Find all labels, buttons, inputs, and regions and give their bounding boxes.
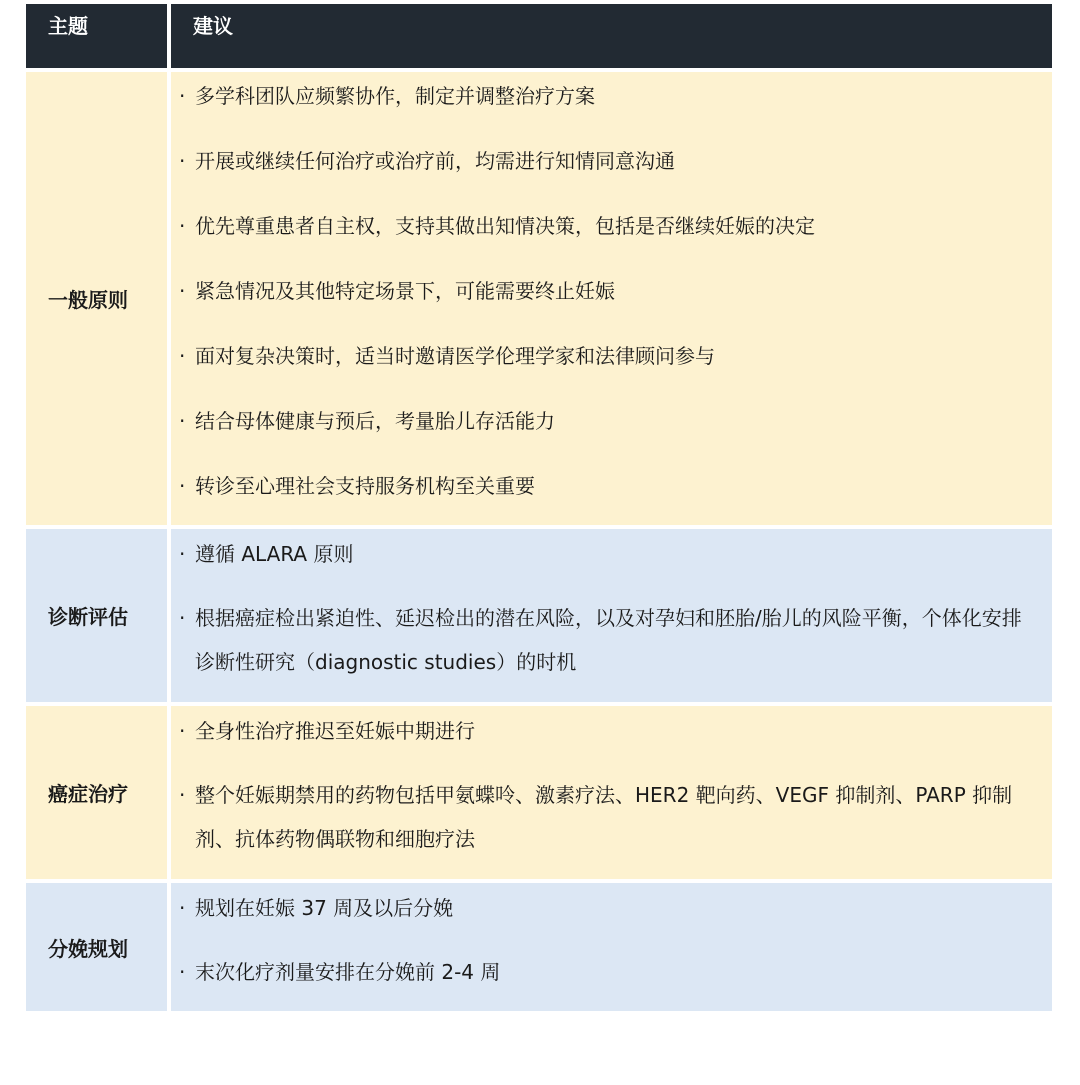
list-item bbox=[179, 596, 1038, 684]
item-text: 开展或继续任何治疗或治疗前，均需进行知情同意沟通 bbox=[195, 149, 675, 173]
item-text: 全身性治疗推迟至妊娠中期进行 bbox=[195, 719, 475, 743]
bullet: · bbox=[179, 542, 186, 566]
recommendation-cell bbox=[171, 706, 1052, 879]
item-text: 末次化疗剂量安排在分娩前 2-4 周 bbox=[195, 960, 501, 984]
header-topic bbox=[26, 4, 167, 68]
topic-label: 分娩规划 bbox=[48, 936, 128, 961]
list-item bbox=[179, 74, 1038, 139]
bullet: · bbox=[179, 214, 186, 238]
guidelines-table bbox=[26, 4, 1052, 1011]
recommendation-cell bbox=[171, 883, 1052, 1011]
bullet: · bbox=[179, 606, 186, 630]
list-item bbox=[179, 334, 1038, 399]
group-cancer-treatment bbox=[26, 706, 1052, 879]
item-text: 规划在妊娠 37 周及以后分娩 bbox=[195, 896, 454, 920]
list-item bbox=[179, 950, 1038, 994]
recommendation-cell bbox=[171, 529, 1052, 702]
header-topic-label: 主题 bbox=[48, 13, 88, 38]
list-item bbox=[179, 139, 1038, 204]
bullet: · bbox=[179, 719, 186, 743]
list-item bbox=[179, 464, 1038, 529]
bullet: · bbox=[179, 960, 186, 984]
item-text: 优先尊重患者自主权，支持其做出知情决策，包括是否继续妊娠的决定 bbox=[195, 214, 815, 238]
group-general-principles bbox=[26, 72, 1052, 525]
group-diagnostic-assessment bbox=[26, 529, 1052, 702]
list-item bbox=[179, 399, 1038, 464]
list-item bbox=[179, 886, 1038, 930]
topic-label: 癌症治疗 bbox=[48, 782, 128, 806]
item-text: 整个妊娠期禁用的药物包括甲氨蝶呤、激素疗法、HER2 靶向药、VEGF 抑制剂、PARP 抑制剂、抗体药物偶联物和细胞疗法 bbox=[195, 783, 1013, 851]
bullet: · bbox=[179, 344, 186, 368]
bullet: · bbox=[179, 409, 186, 433]
item-text: 面对复杂决策时，适当时邀请医学伦理学家和法律顾问参与 bbox=[195, 344, 715, 368]
recommendation-cell bbox=[171, 72, 1052, 525]
item-text: 转诊至心理社会支持服务机构至关重要 bbox=[195, 474, 535, 498]
bullet: · bbox=[179, 783, 186, 807]
item-text: 根据癌症检出紧迫性、延迟检出的潜在风险，以及对孕妇和胚胎/胎儿的风险平衡，个体化安排诊断性研究（diagnostic studies）的时机 bbox=[195, 606, 1022, 674]
bullet: · bbox=[179, 149, 186, 173]
list-item bbox=[179, 532, 1038, 576]
header-recommendation bbox=[171, 4, 1052, 68]
topic-cell bbox=[26, 706, 167, 879]
topic-cell bbox=[26, 72, 167, 525]
list-item bbox=[179, 709, 1038, 753]
group-delivery-planning bbox=[26, 883, 1052, 1011]
table-header bbox=[26, 4, 1052, 68]
topic-cell bbox=[26, 529, 167, 702]
list-item bbox=[179, 773, 1038, 861]
item-text: 遵循 ALARA 原则 bbox=[195, 542, 354, 566]
topic-label: 诊断评估 bbox=[48, 605, 128, 629]
bullet: · bbox=[179, 279, 186, 303]
item-text: 结合母体健康与预后，考量胎儿存活能力 bbox=[195, 409, 555, 433]
topic-cell bbox=[26, 883, 167, 1011]
header-recommendation-label: 建议 bbox=[193, 13, 233, 38]
item-text: 多学科团队应频繁协作，制定并调整治疗方案 bbox=[195, 84, 595, 108]
bullet: · bbox=[179, 84, 186, 108]
list-item bbox=[179, 269, 1038, 334]
topic-label: 一般原则 bbox=[48, 288, 128, 312]
bullet: · bbox=[179, 474, 186, 498]
item-text: 紧急情况及其他特定场景下，可能需要终止妊娠 bbox=[195, 279, 615, 303]
list-item bbox=[179, 204, 1038, 269]
bullet: · bbox=[179, 896, 186, 920]
